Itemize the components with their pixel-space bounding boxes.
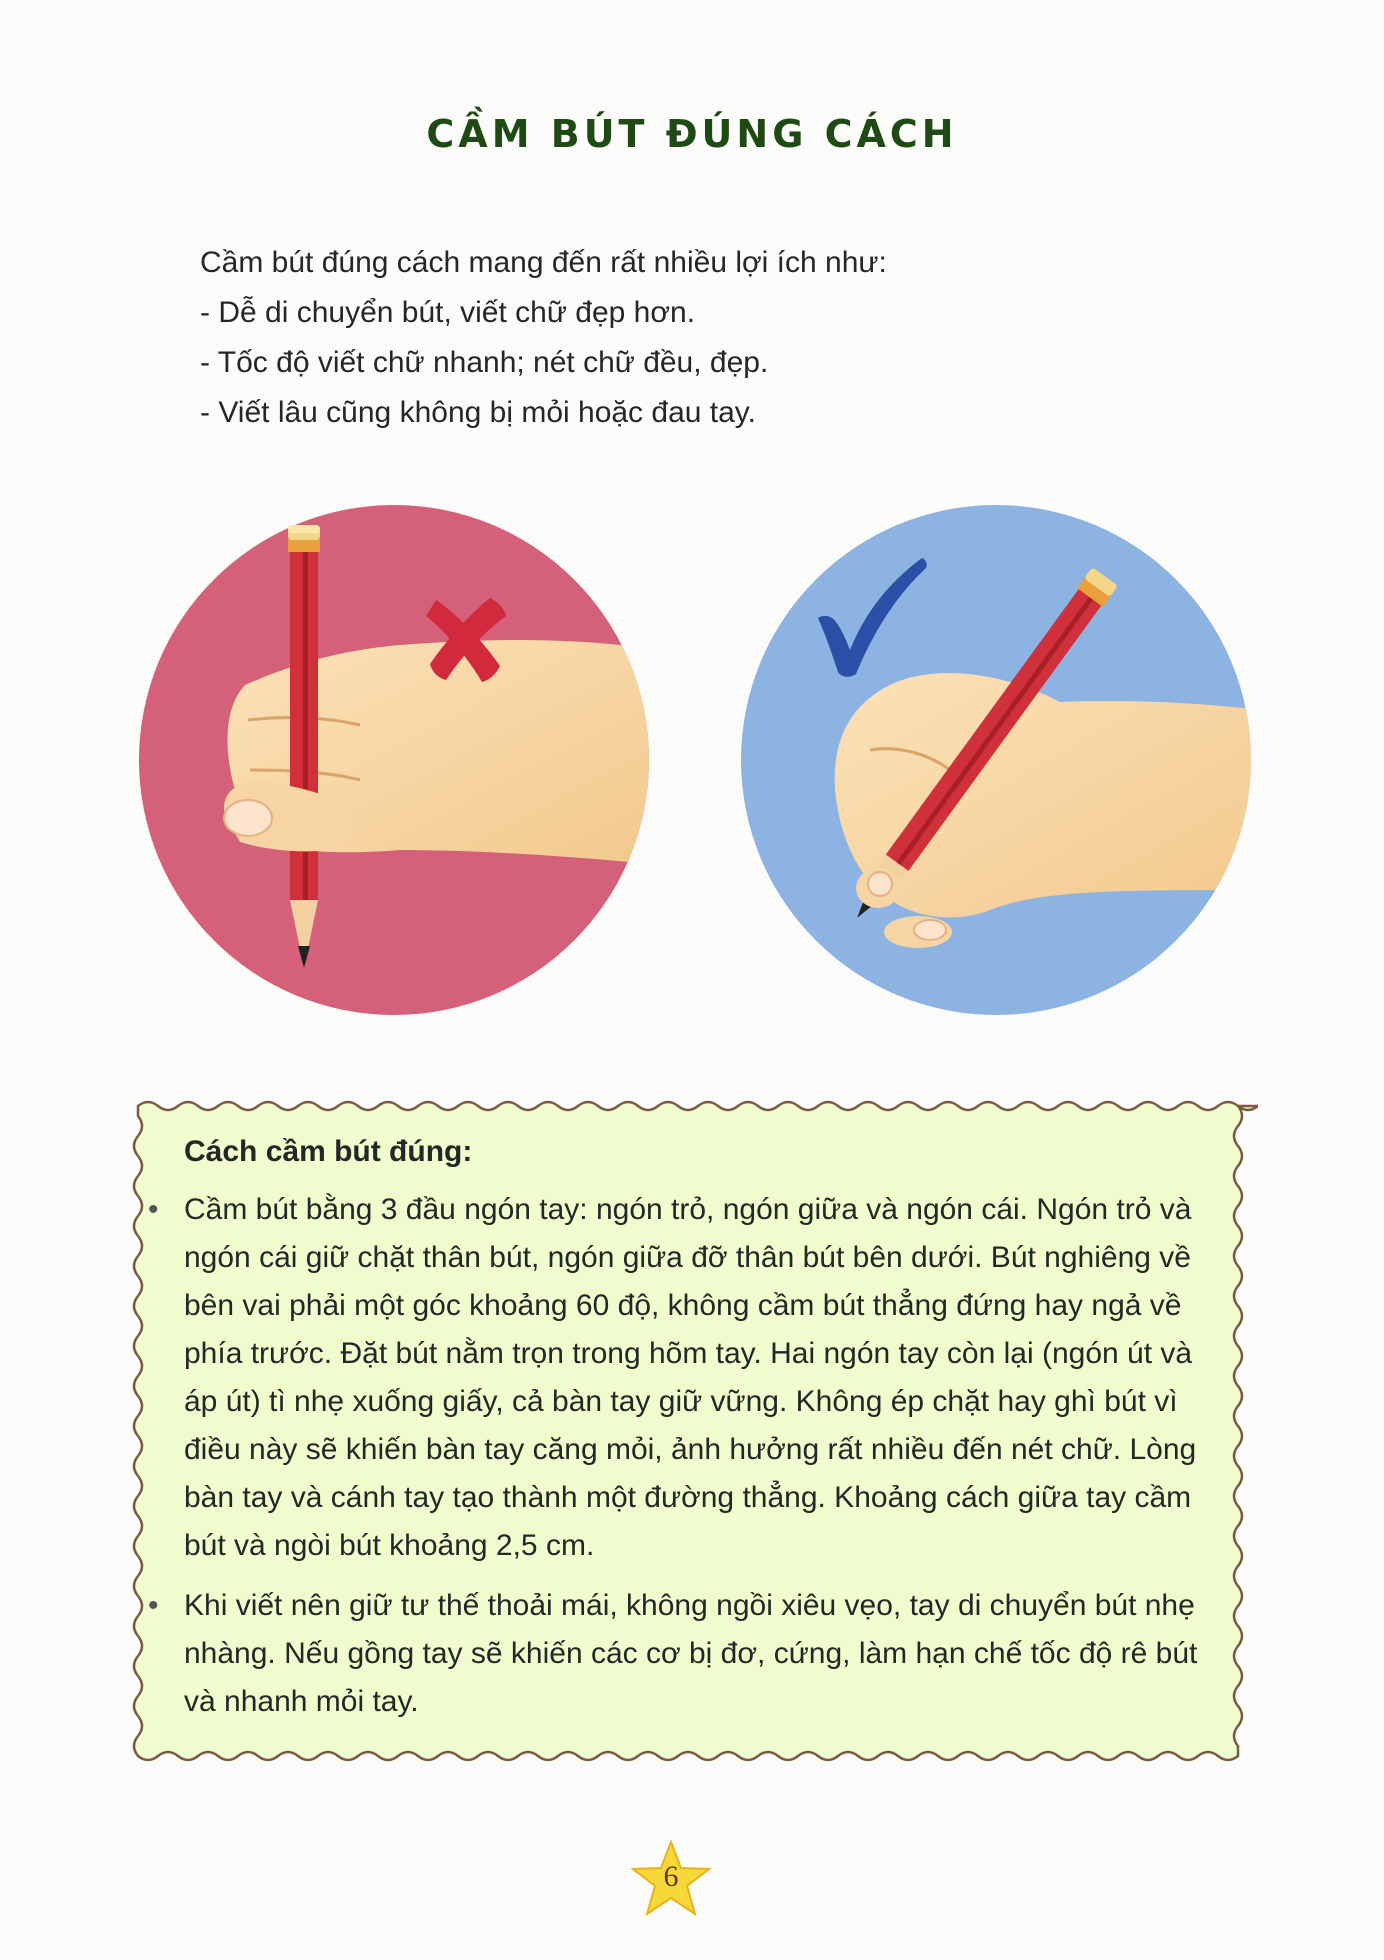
benefit-item: - Tốc độ viết chữ nhanh; nét chữ đều, đẹp.: [200, 346, 769, 379]
tip-list: [178, 1186, 1208, 1726]
right-grip-illustration: [741, 505, 1260, 1015]
page-number-badge: [630, 1838, 712, 1920]
benefit-item: - Viết lâu cũng không bị mỏi hoặc đau tay.: [200, 396, 756, 429]
pencil-wrong: [288, 525, 320, 968]
page-title: CẦM BÚT ĐÚNG CÁCH: [426, 112, 958, 156]
page-number: 6: [663, 1860, 679, 1893]
tip-heading: Cách cầm bút đúng:: [184, 1135, 473, 1168]
tip-item: • Cầm bút bằng 3 đầu ngón tay: ngón trỏ, ngón giữa và ngón cái. Ngón trỏ và ngón cái giữ chặt thân bút, ngón giữa đỡ thân bút bên dưới. Bút nghiêng về bên vai phải một góc khoảng 60 độ, không cầm bút thẳng đứng hay ngả về phía trước. Đặt bút nằm trọn trong hõm tay. Hai ngón tay còn lại (ngón út và áp út) tì nhẹ xuống giấy, cả bàn tay giữ vững. Không ép chặt hay ghì bút vì điều này sẽ khiến bàn tay căng mỏi, ảnh hưởng rất nhiều đến nét chữ. Lòng bàn tay và cánh tay tạo thành một đường thẳng. Khoảng cách giữa tay cầm bút và ngòi bút khoảng 2,5 cm.: [178, 1186, 1208, 1570]
intro-lead: Cầm bút đúng cách mang đến rất nhiều lợi ích như:: [200, 246, 887, 279]
benefit-item: - Dễ di chuyển bút, viết chữ đẹp hơn.: [200, 296, 696, 329]
wrong-grip-illustration: [139, 505, 660, 1015]
tip-box: [178, 1128, 1208, 1738]
tip-item: • Khi viết nên giữ tư thế thoải mái, không ngồi xiêu vẹo, tay di chuyển bút nhẹ nhàng. Nếu gồng tay sẽ khiến các cơ bị đơ, cứng, làm hạn chế tốc độ rê bút và nhanh mỏi tay.: [178, 1582, 1208, 1726]
grip-illustrations: [0, 470, 1384, 1050]
intro-text: [200, 238, 1100, 438]
